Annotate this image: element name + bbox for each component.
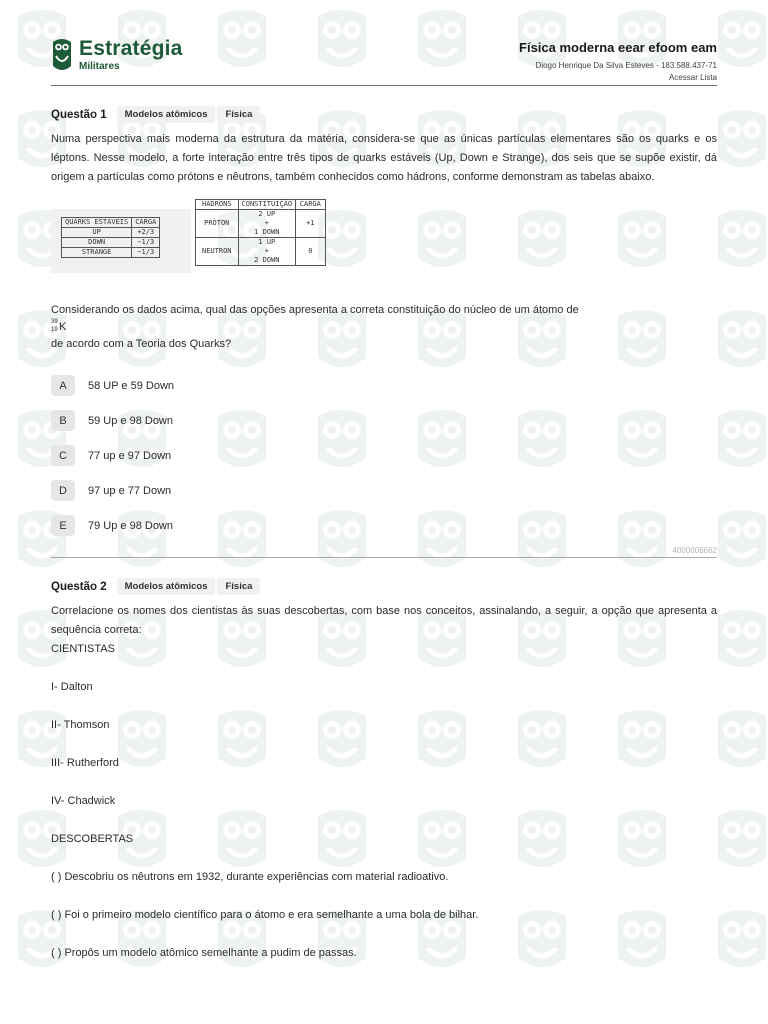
table-cell: −1/3 — [132, 248, 160, 258]
owl-logo-icon — [51, 36, 73, 74]
table-cell: STRANGE — [62, 248, 132, 258]
topic-tag[interactable]: Modelos atômicos — [117, 578, 216, 595]
option-letter[interactable]: B — [51, 410, 75, 431]
table-cell: 0 — [296, 238, 325, 266]
table-cell: 2 DOWN — [254, 256, 280, 264]
question-statement: Numa perspectiva mais moderna da estrutura da matéria, considera-se que as únicas partículas elementares são os quarks e os léptons. Nesse modelo, a forte interação entre três tipos de quarks estáveis (Up, Down e Strange), dos seis que se supõe existir, dá origem a partículas como prótons e nêutrons, também conhecidos como hádrons, conforme demonstram as tabelas abaixo. — [51, 133, 717, 183]
table-cell: 1 DOWN — [254, 228, 280, 236]
table-cell: DOWN — [62, 238, 132, 248]
option-text: 97 up e 77 Down — [88, 484, 172, 497]
question-prompt: Considerando os dados acima, qual das opções apresenta a correta constituição do núcleo de um átomo de — [51, 304, 579, 316]
topic-tag[interactable]: Modelos atômicos — [117, 106, 216, 123]
text-line: DESCOBERTAS — [51, 833, 134, 845]
subject-tag[interactable]: Física — [217, 106, 260, 123]
option-b[interactable] — [51, 403, 717, 438]
question-1 — [51, 106, 717, 558]
option-a[interactable] — [51, 368, 717, 403]
question-body — [51, 640, 717, 982]
option-letter[interactable]: A — [51, 375, 75, 396]
table-cell: PRÓTON — [196, 210, 239, 238]
table-cell: −1/3 — [132, 238, 160, 248]
table-header: CARGA — [296, 200, 325, 210]
option-text: 79 Up e 98 Down — [88, 519, 173, 532]
option-letter[interactable]: D — [51, 480, 75, 501]
page-header — [51, 0, 717, 86]
question-number: Questão 1 — [51, 108, 107, 121]
table-header: CARGA — [132, 218, 160, 228]
question-prompt-end: de acordo com a Teoria dos Quarks? — [51, 338, 232, 350]
table-cell: +1 — [296, 210, 325, 238]
text-line: IV- Chadwick — [51, 795, 116, 807]
option-text: 59 Up e 98 Down — [88, 414, 173, 427]
question-2 — [51, 578, 717, 982]
text-line: II- Thomson — [51, 719, 110, 731]
brand-name: Estratégia — [79, 37, 183, 60]
question-divider — [51, 557, 717, 558]
option-letter[interactable]: E — [51, 515, 75, 536]
text-line: III- Rutherford — [51, 757, 119, 769]
document-title: Física moderna eear efoom eam — [519, 40, 717, 55]
text-line: CIENTISTAS — [51, 643, 115, 655]
table-header: CONSTITUIÇÃO — [238, 200, 296, 210]
table-cell: 2 UP — [258, 210, 276, 218]
text-line: ( ) Descobriu os nêutrons em 1932, durante experiências com material radioativo. — [51, 871, 449, 883]
option-c[interactable] — [51, 438, 717, 473]
quark-tables-figure — [51, 199, 717, 299]
question-id: 4000006662 — [672, 546, 717, 555]
access-list-link[interactable]: Acessar Lista — [668, 73, 717, 82]
table-cell: + — [264, 247, 269, 255]
user-info: Diogo Henrique Da Silva Esteves - 183.588.437-71 — [535, 61, 717, 70]
table-cell: 1 UP — [258, 238, 276, 246]
question-number: Questão 2 — [51, 580, 107, 593]
question-statement: Correlacione os nomes dos cientistas às suas descobertas, com base nos conceitos, assinalando, a seguir, a opção que apresenta a sequência correta: — [51, 605, 717, 636]
subject-tag[interactable]: Física — [217, 578, 260, 595]
isotope-symbol: 39 19 K — [51, 319, 67, 333]
table-cell: UP — [62, 228, 132, 238]
option-e[interactable] — [51, 508, 717, 543]
table-header: QUARKS ESTÁVEIS — [62, 218, 132, 228]
brand-subtitle: Militares — [79, 61, 120, 72]
table-cell: NEUTRON — [196, 238, 239, 266]
text-line: ( ) Foi o primeiro modelo científico para o átomo e era semelhante a uma bola de bilhar. — [51, 909, 479, 921]
option-d[interactable] — [51, 473, 717, 508]
option-letter[interactable]: C — [51, 445, 75, 466]
answer-options — [51, 368, 717, 543]
table-header: HADRONS — [196, 200, 239, 210]
hadrons-table — [195, 199, 326, 266]
stable-quarks-table — [61, 217, 160, 258]
option-text: 77 up e 97 Down — [88, 449, 172, 462]
table-cell: + — [264, 219, 269, 227]
text-line: I- Dalton — [51, 681, 93, 693]
brand-logo[interactable] — [51, 36, 183, 74]
option-text: 58 UP e 59 Down — [88, 379, 175, 392]
table-cell: +2/3 — [132, 228, 160, 238]
text-line: ( ) Propôs um modelo atômico semelhante a pudim de passas. — [51, 947, 357, 959]
